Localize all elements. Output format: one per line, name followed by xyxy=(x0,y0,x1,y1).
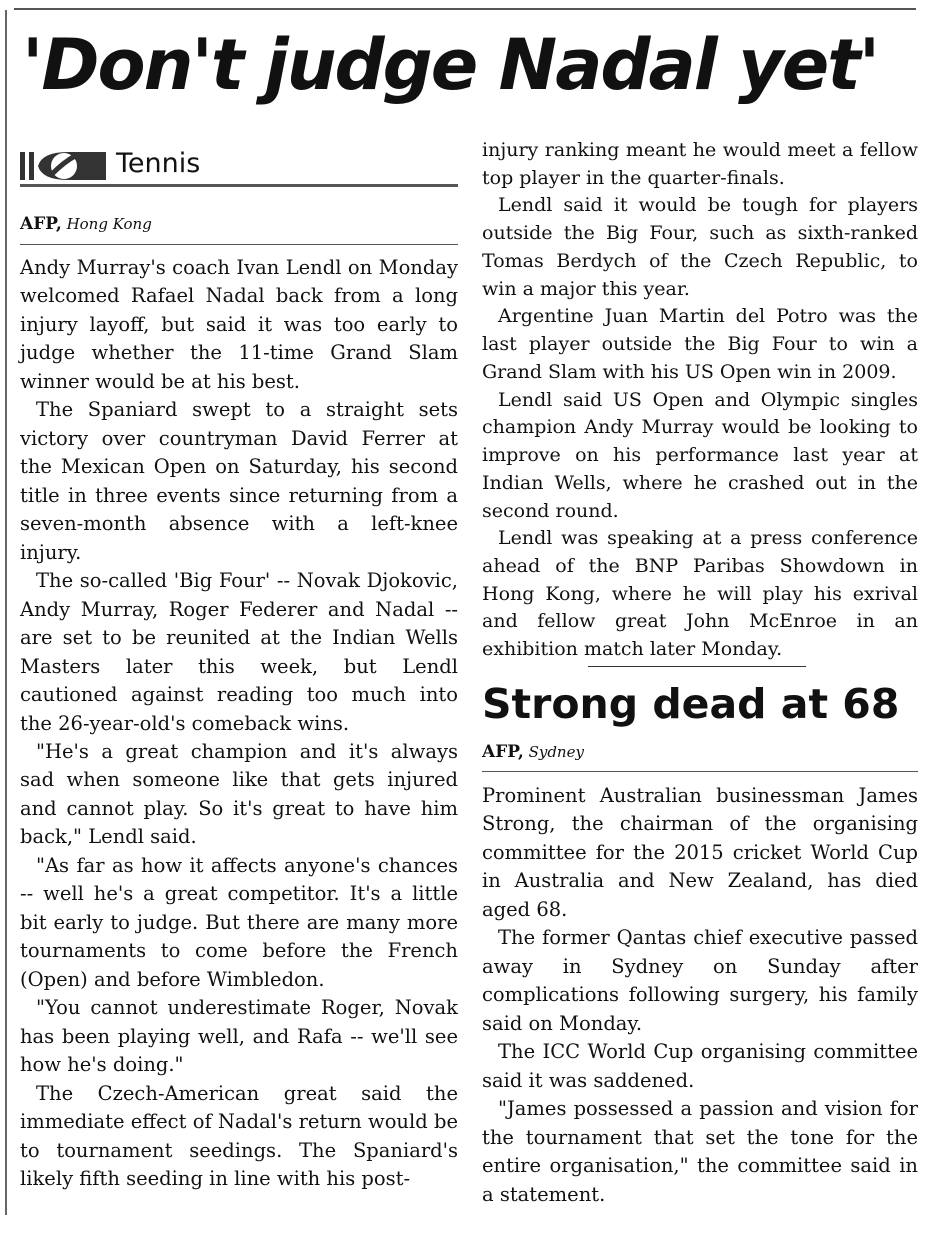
article1-paragraph: "You cannot underestimate Roger, Novak has been playing well, and Rafa -- we'll see how he's doing." xyxy=(20,996,458,1077)
underline-mark xyxy=(588,666,806,667)
main-headline: 'Don't judge Nadal yet' xyxy=(22,24,879,106)
article1-paragraph: The so-called 'Big Four' -- Novak Djokovic, Andy Murray, Roger Federer and Nadal -- are set to be reunited at the Indian Wells Masters later this week, but Lendl cautioned against reading too much into the 26-year-old's comeback wins. xyxy=(20,569,458,735)
article1-column-2 xyxy=(482,137,918,664)
article1-paragraph: Andy Murray's coach Ivan Lendl on Monday welcomed Rafael Nadal back from a long injury layoff, but said it was too early to judge whether the 11-time Grand Slam winner would be at his best. xyxy=(20,256,458,393)
article2-agency: AFP, xyxy=(482,742,524,762)
article1-column-1 xyxy=(20,254,458,1193)
article1-byline-rule xyxy=(20,244,458,245)
article2-body xyxy=(482,782,918,1209)
article2-paragraph: "James possessed a passion and vision for the tournament that set the tone for the entire organisation," the committee said in a statement. xyxy=(482,1097,918,1206)
article1-paragraph: "He's a great champion and it's always sad when someone like that gets injured and cannot play. So it's great to have him back," Lendl said. xyxy=(20,739,458,849)
top-rule xyxy=(14,8,916,10)
article2-byline-rule xyxy=(482,771,918,772)
section-rule xyxy=(20,184,458,187)
left-column-rule xyxy=(5,10,7,1215)
article1-paragraph: The Czech-American great said the immediate effect of Nadal's return would be to tournament seedings. The Spaniard's likely fifth seeding in line with his post- xyxy=(20,1081,458,1190)
section-header xyxy=(20,146,458,190)
tennis-ball-icon xyxy=(20,150,106,182)
article2-place: Sydney xyxy=(528,743,584,761)
article1-paragraph: injury ranking meant he would meet a fellow top player in the quarter-finals. xyxy=(482,139,918,189)
article1-place: Hong Kong xyxy=(66,215,152,233)
article1-paragraph: Lendl said US Open and Olympic singles champion Andy Murray would be looking to improve on his performance last year at Indian Wells, where he crashed out in the second round. xyxy=(482,388,918,522)
article2-paragraph: Prominent Australian businessman James Strong, the chairman of the organising committee for the 2015 cricket World Cup in Australia and New Zealand, has died aged 68. xyxy=(482,784,918,921)
article2-byline xyxy=(482,742,584,762)
article1-byline xyxy=(20,214,152,234)
article1-paragraph: The Spaniard swept to a straight sets victory over countryman David Ferrer at the Mexican Open on Saturday, his second title in three events since returning from a seven-month absence with a left-knee injury. xyxy=(20,398,458,564)
article2-paragraph: The ICC World Cup organising committee said it was saddened. xyxy=(482,1040,918,1092)
article1-paragraph: Argentine Juan Martin del Potro was the last player outside the Big Four to win a Grand Slam with his US Open win in 2009. xyxy=(482,305,918,383)
section-label: Tennis xyxy=(116,148,201,179)
article1-agency: AFP, xyxy=(20,214,62,234)
article1-paragraph: Lendl said it would be tough for players outside the Big Four, such as sixth-ranked Tomas Berdych of the Czech Republic, to win a major this year. xyxy=(482,194,918,300)
article2-headline: Strong dead at 68 xyxy=(482,680,900,728)
article1-paragraph: "As far as how it affects anyone's chances -- well he's a great competitor. It's a little bit early to judge. But there are many more tournaments to come before the French (Open) and before Wimbledon. xyxy=(20,853,458,991)
article1-paragraph: Lendl was speaking at a press conference ahead of the BNP Paribas Showdown in Hong Kong, where he will play his exrival and fellow great John McEnroe in an exhibition match later Monday. xyxy=(482,527,918,661)
article2-paragraph: The former Qantas chief executive passed away in Sydney on Sunday after complications following surgery, his family said on Monday. xyxy=(482,926,918,1035)
